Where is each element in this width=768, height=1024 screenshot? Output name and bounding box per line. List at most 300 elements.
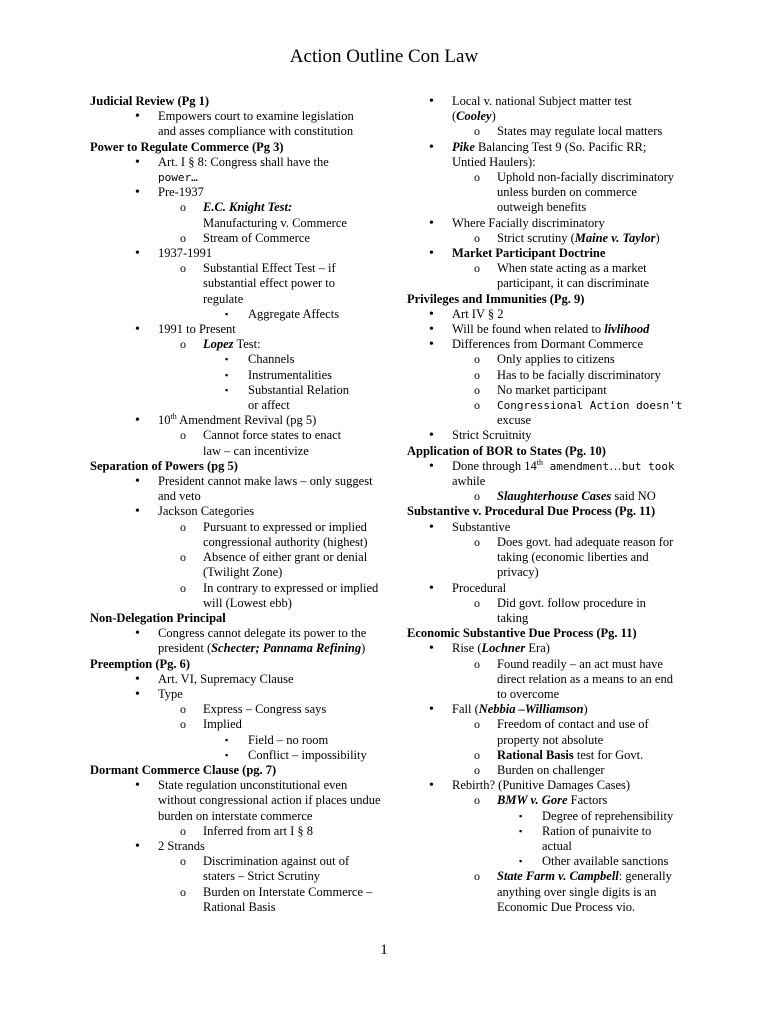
text-run: president ( bbox=[158, 641, 212, 656]
sub-bullet-marker: o bbox=[474, 656, 480, 671]
bullet-marker: • bbox=[429, 215, 434, 231]
bullet-marker: • bbox=[135, 778, 140, 794]
sub-bullet-marker: o bbox=[474, 352, 480, 367]
text-run: Preemption (Pg. 6) bbox=[90, 656, 191, 671]
text-run: Cooley bbox=[456, 109, 492, 124]
text-run: Rational Basis bbox=[497, 747, 574, 762]
bullet-marker: • bbox=[429, 246, 434, 262]
outline-line bbox=[407, 900, 677, 915]
text-run: Other available sanctions bbox=[542, 854, 669, 869]
outline-line bbox=[90, 672, 390, 687]
outline-line bbox=[90, 124, 390, 139]
text-run: Absence of either grant or denial bbox=[203, 550, 368, 565]
text-run: 2 Strands bbox=[158, 838, 205, 853]
sub-bullet-marker: o bbox=[474, 717, 480, 732]
outline-line bbox=[407, 763, 677, 778]
sub-bullet-marker: o bbox=[474, 170, 480, 185]
outline-line bbox=[90, 809, 390, 824]
text-run: … bbox=[609, 458, 622, 473]
sub-bullet-marker: o bbox=[180, 854, 186, 869]
text-run: Burden on challenger bbox=[497, 762, 605, 777]
outline-line bbox=[407, 550, 677, 565]
text-run: Substantive bbox=[452, 519, 511, 534]
outline-line bbox=[90, 550, 390, 565]
outline-line bbox=[407, 702, 677, 717]
outline-line bbox=[407, 459, 677, 474]
outline-line bbox=[90, 854, 390, 869]
text-run: awhile bbox=[452, 474, 486, 489]
sub-bullet-marker: o bbox=[180, 428, 186, 443]
text-run: Amendment Revival (pg 5) bbox=[176, 413, 317, 428]
text-run: E.C. Knight Test: bbox=[203, 200, 293, 215]
outline-line bbox=[407, 261, 677, 276]
sub-bullet-marker: o bbox=[474, 367, 480, 382]
outline-line bbox=[90, 155, 390, 170]
text-run: Power to Regulate Commerce (Pg 3) bbox=[90, 139, 284, 154]
section-heading bbox=[90, 763, 390, 778]
text-run: or affect bbox=[248, 398, 290, 413]
outline-line bbox=[407, 687, 677, 702]
text-run: Empowers court to examine legislation bbox=[158, 109, 354, 124]
text-run: Lochner bbox=[481, 641, 526, 656]
bullet-marker: • bbox=[135, 413, 140, 429]
bullet-marker: • bbox=[429, 337, 434, 353]
bullet-marker: • bbox=[135, 626, 140, 642]
bullet-marker: • bbox=[135, 504, 140, 520]
outline-line bbox=[407, 307, 677, 322]
sub-bullet-marker: o bbox=[474, 534, 480, 549]
section-heading bbox=[90, 657, 390, 672]
text-run: Congress cannot delegate its power to the bbox=[158, 626, 367, 641]
text-run: Only applies to citizens bbox=[497, 352, 615, 367]
text-run: Factors bbox=[567, 793, 608, 808]
outline-line bbox=[407, 748, 677, 763]
text-run: to overcome bbox=[497, 686, 560, 701]
text-run: In contrary to expressed or implied bbox=[203, 580, 379, 595]
square-bullet-marker: ▪ bbox=[225, 384, 229, 395]
text-run: Freedom of contact and use of bbox=[497, 717, 649, 732]
text-run: Test: bbox=[233, 337, 261, 352]
outline-line bbox=[407, 839, 677, 854]
text-run: Implied bbox=[203, 717, 242, 732]
text-run: substantial effect power to bbox=[203, 276, 336, 291]
outline-line bbox=[407, 596, 677, 611]
text-run: property not absolute bbox=[497, 732, 604, 747]
text-run: Dormant Commerce Clause (pg. 7) bbox=[90, 762, 277, 777]
text-run: Channels bbox=[248, 352, 295, 367]
section-heading bbox=[90, 94, 390, 109]
outline-line bbox=[407, 489, 677, 504]
text-run: outweigh benefits bbox=[497, 200, 587, 215]
bullet-marker: • bbox=[429, 322, 434, 338]
text-run: Ration of punaivite to bbox=[542, 823, 652, 838]
outline-line bbox=[407, 170, 677, 185]
text-run: Jackson Categories bbox=[158, 504, 255, 519]
outline-line bbox=[90, 474, 390, 489]
outline-line bbox=[90, 368, 390, 383]
outline-line bbox=[90, 276, 390, 291]
text-run: and veto bbox=[158, 489, 201, 504]
text-run: th bbox=[170, 412, 177, 422]
bullet-marker: • bbox=[135, 246, 140, 262]
square-bullet-marker: ▪ bbox=[519, 856, 523, 867]
bullet-marker: • bbox=[429, 94, 434, 109]
text-run: Rebirth? (Punitive Damages Cases) bbox=[452, 778, 631, 793]
outline-line bbox=[407, 824, 677, 839]
outline-line bbox=[407, 611, 677, 626]
text-run: Type bbox=[158, 686, 183, 701]
bullet-marker: • bbox=[135, 154, 140, 170]
text-run: Slaughterhouse Cases bbox=[497, 489, 612, 504]
text-run: congressional authority (highest) bbox=[203, 534, 368, 549]
bullet-marker: • bbox=[135, 838, 140, 854]
right-column bbox=[407, 94, 683, 915]
outline-line bbox=[90, 535, 390, 550]
sub-bullet-marker: o bbox=[180, 337, 186, 352]
bullet-marker: • bbox=[429, 139, 434, 155]
bullet-marker: • bbox=[429, 778, 434, 794]
outline-line bbox=[90, 231, 390, 246]
text-run: Balancing Test 9 (So. Pacific RR; bbox=[474, 139, 647, 154]
outline-line bbox=[407, 94, 677, 109]
outline-line bbox=[90, 185, 390, 200]
outline-line bbox=[90, 778, 390, 793]
text-run: Field – no room bbox=[248, 732, 329, 747]
outline-line bbox=[90, 596, 390, 611]
text-run: Cannot force states to enact bbox=[203, 428, 342, 443]
text-run: livlihood bbox=[604, 322, 650, 337]
sub-bullet-marker: o bbox=[180, 702, 186, 717]
text-run: will (Lowest ebb) bbox=[203, 595, 292, 610]
bullet-marker: • bbox=[135, 109, 140, 125]
text-run: but took bbox=[621, 459, 675, 473]
text-run: Pre-1937 bbox=[158, 185, 204, 200]
bullet-marker: • bbox=[135, 671, 140, 687]
text-run: ( bbox=[452, 109, 457, 124]
sub-bullet-marker: o bbox=[180, 717, 186, 732]
outline-line bbox=[407, 337, 677, 352]
outline-line bbox=[90, 200, 390, 215]
text-run: Schecter; Pannama Refining bbox=[211, 641, 362, 656]
text-run: Application of BOR to States (Pg. 10) bbox=[407, 443, 606, 458]
bullet-marker: • bbox=[429, 641, 434, 657]
text-run: Did govt. follow procedure in bbox=[497, 595, 646, 610]
bullet-marker: • bbox=[429, 458, 434, 474]
outline-line bbox=[90, 216, 390, 231]
outline-line bbox=[90, 565, 390, 580]
outline-line bbox=[90, 748, 390, 763]
bullet-marker: • bbox=[135, 686, 140, 702]
text-run: Strict Scruitnity bbox=[452, 428, 532, 443]
text-run: Does govt. had adequate reason for bbox=[497, 534, 674, 549]
text-run: 1937-1991 bbox=[158, 246, 213, 261]
text-run: : generally bbox=[618, 869, 672, 884]
outline-line bbox=[407, 200, 677, 215]
sub-bullet-marker: o bbox=[474, 382, 480, 397]
text-run: Economic Due Process vio. bbox=[497, 899, 636, 914]
text-run: Non-Delegation Principal bbox=[90, 610, 226, 625]
text-run: BMW v. Gore bbox=[497, 793, 568, 808]
document-title: Action Outline Con Law bbox=[289, 46, 479, 67]
text-run: Rational Basis bbox=[203, 899, 276, 914]
text-run: test for Govt. bbox=[573, 747, 644, 762]
text-run: Stream of Commerce bbox=[203, 230, 310, 245]
text-run: Lopez bbox=[203, 337, 234, 352]
text-run: Maine v. Taylor bbox=[574, 230, 656, 245]
text-run: law – can incentivize bbox=[203, 443, 309, 458]
square-bullet-marker: ▪ bbox=[225, 749, 229, 760]
outline-line bbox=[407, 276, 677, 291]
outline-line bbox=[407, 383, 677, 398]
text-run: taking bbox=[497, 610, 529, 625]
text-run: States may regulate local matters bbox=[497, 124, 663, 139]
text-run: Found readily – an act must have bbox=[497, 656, 663, 671]
outline-line bbox=[407, 657, 677, 672]
outline-line bbox=[407, 778, 677, 793]
text-run: Differences from Dormant Commerce bbox=[452, 337, 644, 352]
text-run: Congressional Action doesn't bbox=[497, 399, 683, 413]
section-heading bbox=[90, 611, 390, 626]
text-run: Uphold non-facially discriminatory bbox=[497, 170, 675, 185]
section-heading bbox=[90, 459, 390, 474]
outline-line bbox=[407, 885, 677, 900]
square-bullet-marker: ▪ bbox=[225, 369, 229, 380]
text-run: Untied Haulers): bbox=[452, 154, 536, 169]
text-run: Separation of Powers (pg 5) bbox=[90, 458, 238, 473]
outline-line bbox=[90, 717, 390, 732]
outline-line bbox=[407, 368, 677, 383]
square-bullet-marker: ▪ bbox=[225, 734, 229, 745]
outline-line bbox=[407, 428, 677, 443]
text-run: power… bbox=[158, 171, 198, 185]
text-run: staters – Strict Scrutiny bbox=[203, 869, 320, 884]
bullet-marker: • bbox=[429, 428, 434, 444]
text-run: Rise ( bbox=[452, 641, 482, 656]
left-column bbox=[90, 94, 390, 915]
outline-line bbox=[407, 185, 677, 200]
outline-line bbox=[407, 352, 677, 367]
text-run: Inferred from art I § 8 bbox=[203, 823, 314, 838]
outline-line bbox=[90, 261, 390, 276]
outline-line bbox=[90, 869, 390, 884]
text-run: Will be found when related to bbox=[452, 322, 605, 337]
outline-line bbox=[90, 581, 390, 596]
section-heading bbox=[407, 504, 677, 519]
bullet-marker: • bbox=[135, 474, 140, 490]
square-bullet-marker: ▪ bbox=[519, 825, 523, 836]
outline-line bbox=[90, 489, 390, 504]
text-run: Done through 14 bbox=[452, 458, 537, 473]
text-run: ) bbox=[361, 641, 366, 656]
outline-line bbox=[90, 109, 390, 124]
text-run: Substantive v. Procedural Due Process (Pg. 11) bbox=[407, 504, 656, 519]
sub-bullet-marker: o bbox=[474, 793, 480, 808]
text-run: participant, it can discriminate bbox=[497, 276, 650, 291]
bullet-marker: • bbox=[429, 580, 434, 596]
sub-bullet-marker: o bbox=[474, 489, 480, 504]
bullet-marker: • bbox=[135, 322, 140, 338]
outline-line bbox=[90, 504, 390, 519]
text-run: Substantial Relation bbox=[248, 382, 350, 397]
text-run: Privileges and Immunities (Pg. 9) bbox=[407, 291, 585, 306]
text-run: Strict scrutiny ( bbox=[497, 230, 575, 245]
text-run: taking (economic liberties and bbox=[497, 550, 649, 565]
text-run: Art IV § 2 bbox=[452, 306, 504, 321]
outline-line bbox=[407, 124, 677, 139]
outline-line bbox=[90, 626, 390, 641]
outline-line bbox=[407, 216, 677, 231]
sub-bullet-marker: o bbox=[180, 580, 186, 595]
page-number: 1 bbox=[380, 942, 388, 958]
sub-bullet-marker: o bbox=[474, 595, 480, 610]
text-run: regulate bbox=[203, 291, 244, 306]
text-run: 10 bbox=[158, 413, 171, 428]
text-run: excuse bbox=[497, 413, 532, 428]
outline-line bbox=[90, 322, 390, 337]
outline-line bbox=[90, 702, 390, 717]
section-heading bbox=[407, 444, 677, 459]
sub-bullet-marker: o bbox=[474, 869, 480, 884]
sub-bullet-marker: o bbox=[180, 519, 186, 534]
text-run: Art. VI, Supremacy Clause bbox=[158, 671, 294, 686]
text-run: Pursuant to expressed or implied bbox=[203, 519, 367, 534]
text-run: (Twilight Zone) bbox=[203, 565, 283, 580]
text-run: When state acting as a market bbox=[497, 261, 647, 276]
bullet-marker: • bbox=[429, 306, 434, 322]
text-run: Instrumentalities bbox=[248, 367, 333, 382]
outline-line bbox=[90, 793, 390, 808]
sub-bullet-marker: o bbox=[474, 762, 480, 777]
sub-bullet-marker: o bbox=[180, 230, 186, 245]
text-run: 1991 to Present bbox=[158, 322, 236, 337]
outline-line bbox=[407, 322, 677, 337]
text-run: actual bbox=[542, 838, 572, 853]
outline-line bbox=[407, 231, 677, 246]
text-run: Manufacturing v. Commerce bbox=[203, 215, 347, 230]
text-run: said NO bbox=[611, 489, 656, 504]
outline-line bbox=[407, 155, 677, 170]
outline-line bbox=[407, 474, 677, 489]
text-run: State regulation unconstitutional even bbox=[158, 778, 348, 793]
text-run: Where Facially discriminatory bbox=[452, 215, 605, 230]
outline-line bbox=[407, 520, 677, 535]
text-run: Judicial Review (Pg 1) bbox=[90, 94, 210, 108]
text-run: Burden on Interstate Commerce – bbox=[203, 884, 373, 899]
text-run: th bbox=[536, 457, 543, 467]
text-run: Has to be facially discriminatory bbox=[497, 367, 661, 382]
text-run: No market participant bbox=[497, 382, 607, 397]
outline-line bbox=[90, 292, 390, 307]
outline-line bbox=[407, 672, 677, 687]
bullet-marker: • bbox=[429, 519, 434, 535]
outline-line bbox=[90, 839, 390, 854]
outline-line bbox=[407, 581, 677, 596]
sub-bullet-marker: o bbox=[180, 823, 186, 838]
sub-bullet-marker: o bbox=[474, 230, 480, 245]
outline-line bbox=[407, 109, 677, 124]
text-run: without congressional action if places undue bbox=[158, 793, 381, 808]
sub-bullet-marker: o bbox=[180, 550, 186, 565]
text-run: ) bbox=[583, 702, 588, 717]
square-bullet-marker: ▪ bbox=[519, 810, 523, 821]
text-run: Conflict – impossibility bbox=[248, 747, 367, 762]
text-run: Era) bbox=[525, 641, 550, 656]
text-run: Market Participant Doctrine bbox=[452, 246, 606, 261]
text-run: Art. I § 8: Congress shall have the bbox=[158, 154, 329, 169]
outline-line bbox=[90, 824, 390, 839]
text-run: privacy) bbox=[497, 565, 539, 580]
text-run: Pike bbox=[452, 139, 475, 154]
outline-line bbox=[90, 733, 390, 748]
square-bullet-marker: ▪ bbox=[225, 354, 229, 365]
outline-line bbox=[407, 717, 677, 732]
outline-line bbox=[407, 565, 677, 580]
outline-line bbox=[407, 793, 677, 808]
sub-bullet-marker: o bbox=[474, 747, 480, 762]
outline-line bbox=[90, 444, 390, 459]
outline-line bbox=[90, 398, 390, 413]
outline-line bbox=[90, 520, 390, 535]
text-run: ) bbox=[491, 109, 496, 124]
text-run: burden on interstate commerce bbox=[158, 808, 313, 823]
section-heading bbox=[407, 292, 677, 307]
text-run: President cannot make laws – only suggest bbox=[158, 474, 373, 489]
sub-bullet-marker: o bbox=[474, 261, 480, 276]
outline-line bbox=[90, 307, 390, 322]
text-run: and asses compliance with constitution bbox=[158, 124, 354, 139]
outline-line bbox=[407, 733, 677, 748]
text-run: Procedural bbox=[452, 580, 507, 595]
sub-bullet-marker: o bbox=[474, 398, 480, 413]
section-heading bbox=[407, 626, 677, 641]
outline-line bbox=[407, 854, 677, 869]
text-run: unless burden on commerce bbox=[497, 185, 637, 200]
text-run: direct relation as a means to an end bbox=[497, 671, 673, 686]
text-run: Nebbia –Williamson bbox=[478, 702, 584, 717]
outline-line bbox=[90, 352, 390, 367]
outline-line bbox=[407, 809, 677, 824]
outline-line bbox=[90, 687, 390, 702]
sub-bullet-marker: o bbox=[474, 124, 480, 139]
square-bullet-marker: ▪ bbox=[225, 308, 229, 319]
text-run: Local v. national Subject matter test bbox=[452, 94, 632, 108]
outline-line bbox=[90, 900, 390, 915]
outline-line bbox=[407, 413, 677, 428]
text-run: Degree of reprehensibility bbox=[542, 808, 674, 823]
bullet-marker: • bbox=[135, 185, 140, 201]
outline-line bbox=[90, 885, 390, 900]
outline-line bbox=[407, 398, 683, 413]
outline-line bbox=[90, 170, 390, 185]
outline-line bbox=[90, 413, 390, 428]
text-run: amendment bbox=[542, 459, 610, 473]
text-run: anything over single digits is an bbox=[497, 884, 657, 899]
text-run: Substantial Effect Test – if bbox=[203, 261, 336, 276]
sub-bullet-marker: o bbox=[180, 200, 186, 215]
outline-line bbox=[90, 383, 390, 398]
bullet-marker: • bbox=[429, 702, 434, 718]
text-run: Aggregate Affects bbox=[248, 306, 340, 321]
outline-line bbox=[90, 641, 390, 656]
outline-line bbox=[407, 246, 677, 261]
text-run: Discrimination against out of bbox=[203, 854, 350, 869]
outline-line bbox=[90, 337, 390, 352]
sub-bullet-marker: o bbox=[180, 261, 186, 276]
text-run: State Farm v. Campbell bbox=[497, 869, 619, 884]
outline-line bbox=[407, 535, 677, 550]
outline-line bbox=[407, 641, 677, 656]
text-run: ) bbox=[655, 230, 660, 245]
